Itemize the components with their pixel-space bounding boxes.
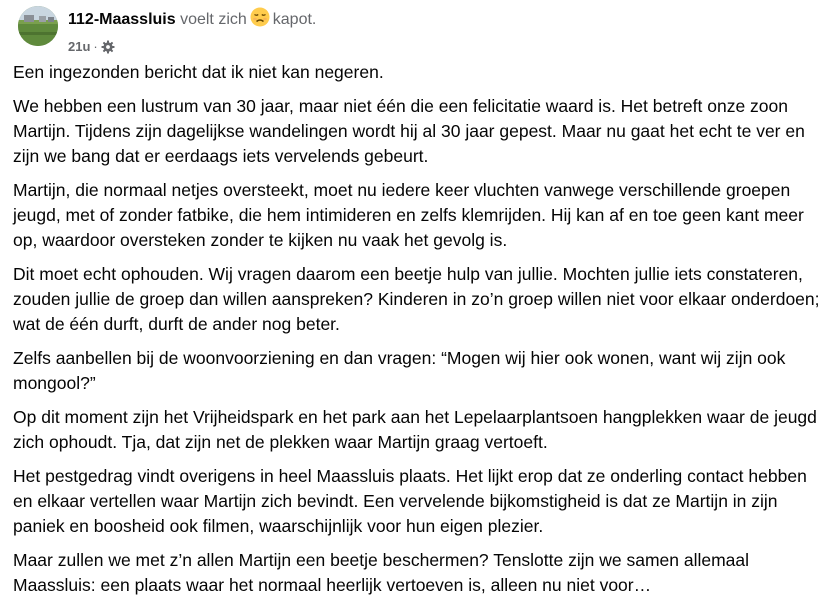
tired-face-emoji-icon bbox=[250, 7, 270, 34]
post-paragraph: Maar zullen we met z’n allen Martijn een beetje beschermen? Tenslotte zijn we samen allemaal Maassluis: een plaats waar het normaal heerlijk vertoeven is, alleen nu niet voor… bbox=[13, 550, 750, 595]
feeling-word: kapot. bbox=[272, 11, 317, 28]
feeling-prefix: voelt zich bbox=[180, 11, 247, 28]
author-line bbox=[68, 7, 316, 34]
post-meta bbox=[68, 7, 316, 59]
post-body bbox=[13, 60, 825, 607]
post-paragraph: Het pestgedrag vindt overigens in heel Maassluis plaats. Het lijkt erop dat ze onderling contact hebben en elkaar vertellen waar Martijn zich bevindt. Een vervelende bijkomstigheid is dat ze Martijn in zijn paniek en boosheid ook filmen, waarschijnlijk voor hun eigen plezier. bbox=[13, 466, 807, 536]
post-paragraph: We hebben een lustrum van 30 jaar, maar niet één die een felicitatie waard is. Het betreft onze zoon Martijn. Tijdens zijn dagelijkse wandelingen wordt hij al 30 jaar gepest. Maar nu gaat het echt te ver en zijn we bang dat er eerdaags iets vervelends gebeurt. bbox=[13, 96, 805, 166]
post-paragraph: Dit moet echt ophouden. Wij vragen daarom een beetje hulp van jullie. Mochten jullie iets constateren, zouden jullie de groep dan willen aanspreken? Kinderen in zo’n groep willen niet voor elkaar onderdoen; wat de één durft, durft de ander nog beter. bbox=[13, 264, 820, 334]
page-name-link[interactable]: 112-Maassluis bbox=[68, 11, 176, 28]
post-paragraph: Een ingezonden bericht dat ik niet kan negeren. bbox=[13, 62, 384, 82]
post-timestamp-link[interactable]: 21u bbox=[68, 39, 91, 54]
page-avatar[interactable] bbox=[18, 6, 58, 46]
post-paragraph: Martijn, die normaal netjes oversteekt, moet nu iedere keer vluchten vanwege verschillende groepen jeugd, met of zonder fatbike, die hem intimideren en zelfs klemrijden. Hij kan af en toe geen kant meer op, waardoor oversteken zonder te kijken nu vaak het gevolg is. bbox=[13, 180, 804, 250]
avatar-photo-icon bbox=[18, 6, 58, 46]
post-paragraph: Zelfs aanbellen bij de woonvoorziening en dan vragen: “Mogen wij hier ook wonen, want wij zijn ook mongool?” bbox=[13, 348, 786, 393]
separator-dot: · bbox=[93, 39, 98, 54]
post-paragraph: Op dit moment zijn het Vrijheidspark en het park aan het Lepelaarplantsoen hangplekken waar de jeugd zich ophoudt. Tja, dat zijn net de plekken waar Martijn graag vertoeft. bbox=[13, 407, 817, 452]
timestamp-line bbox=[68, 38, 316, 59]
gear-icon[interactable] bbox=[101, 40, 115, 59]
